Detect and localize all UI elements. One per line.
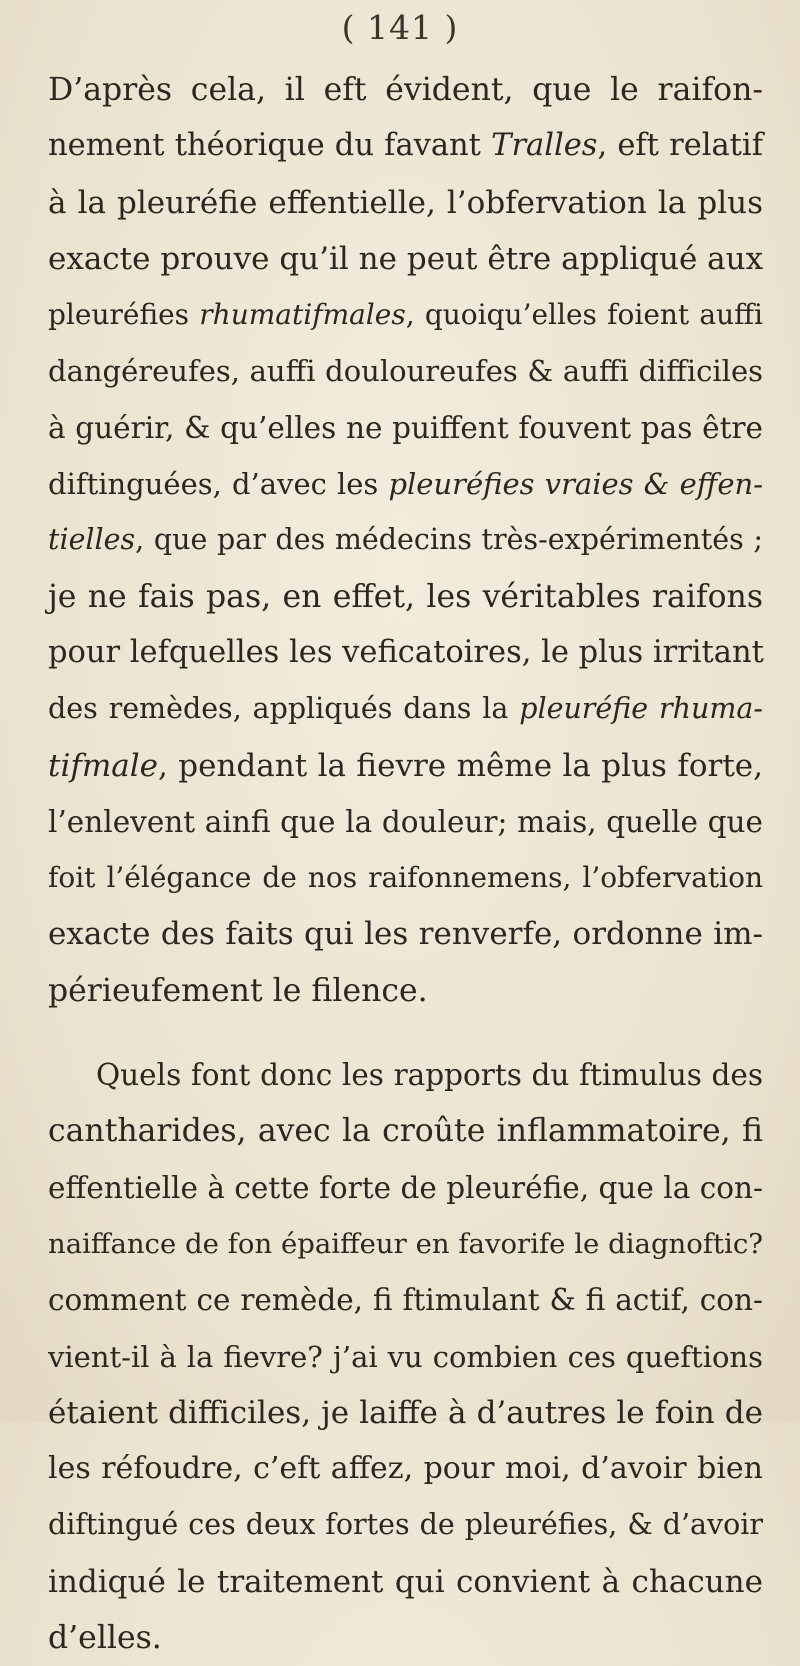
text-line: nement théorique du favant Tralles, eft relatif <box>48 128 763 164</box>
text-line: diftinguées, d’avec les pleuréfies vraies & effen- <box>48 467 763 502</box>
paragraph-gap <box>48 1019 763 1047</box>
text-line: étaient difficiles, je laiffe à d’autres le foin de <box>48 1394 763 1431</box>
text-line: tielles, que par des médecins très-expérimentés ; <box>48 523 763 557</box>
text-line: à la pleuréfie effentielle, l’obfervation la plus <box>48 184 763 221</box>
italic-author-name: Tralles <box>491 128 598 164</box>
text-line: cantharides, avec la croûte inflammatoire, fi <box>48 1113 763 1150</box>
italic-term: tifmale <box>48 747 158 784</box>
text-line: indiqué le traitement qui convient à chacune <box>48 1563 763 1600</box>
text-line: exacte prouve qu’il ne peut être appliqué aux <box>48 240 764 277</box>
text-line: périeufement le filence. <box>48 972 428 1009</box>
text-line: effentielle à cette forte de pleuréfie, que la con- <box>48 1170 763 1205</box>
text-line: exacte des faits qui les renverfe, ordonne im- <box>48 916 763 953</box>
text-line: l’enlevent ainfi que la douleur; mais, quelle que <box>48 804 763 839</box>
text-line: Quels font donc les rapports du ftimulus des <box>96 1058 763 1093</box>
text-line: comment ce remède, fi ftimulant & fi actif, con- <box>48 1283 763 1318</box>
text-line: les réfoudre, c’eft affez, pour moi, d’avoir bien <box>48 1451 763 1487</box>
text-line: D’après cela, il eft évident, que le raifon- <box>48 72 763 108</box>
italic-term: pleuréfies vraies & effen- <box>388 467 763 502</box>
text-line: d’elles. <box>48 1620 162 1657</box>
text-line: des remèdes, appliqués dans la pleuréfie rhuma- <box>48 692 763 726</box>
text-line: pleuréfies rhumatifmales, quoiqu’elles foient auffi <box>48 298 763 332</box>
text-line: diftingué ces deux fortes de pleuréfies, & d’avoir <box>48 1508 763 1542</box>
text-line: vient-il à la fievre? j’ai vu combien ces queftions <box>48 1339 763 1374</box>
text-line: pour lefquelles les veficatoires, le plus irritant <box>48 634 764 670</box>
italic-term: tielles <box>48 523 136 557</box>
page-number: ( 141 ) <box>341 8 459 47</box>
text-line: naiffance de fon épaiffeur en favorife le diagnoftic? <box>48 1227 763 1260</box>
body-text <box>48 62 763 1666</box>
text-line: foit l’élégance de nos raifonnemens, l’obfervation <box>48 861 763 895</box>
italic-term: rhumatifmales <box>199 298 406 332</box>
text-line: dangéreufes, auffi douloureufes & auffi difficiles <box>48 354 763 389</box>
text-line: je ne fais pas, en effet, les véritables raifons <box>48 578 763 615</box>
text-line: à guérir, & qu’elles ne puiffent fouvent pas être <box>48 410 763 445</box>
italic-term: pleuréfie rhuma- <box>519 692 763 726</box>
text-line: tifmale, pendant la fievre même la plus forte, <box>48 747 763 784</box>
